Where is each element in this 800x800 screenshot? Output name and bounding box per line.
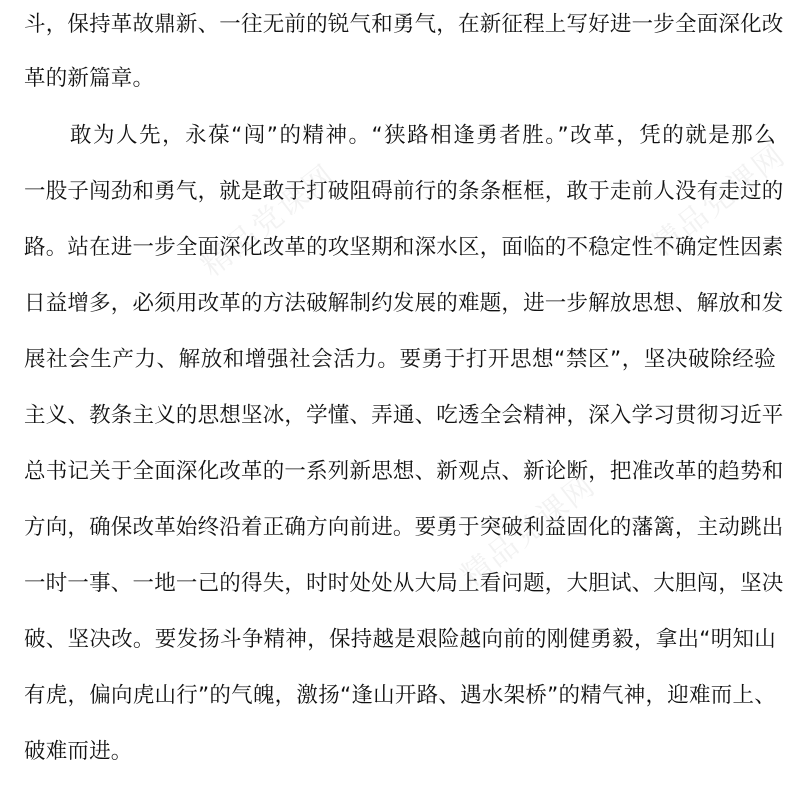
text-line-11: 一时一事、一地一己的得失，时时处处从大局上看问题，大胆试、大胆闯，坚决 bbox=[24, 571, 784, 596]
watermark-text: 精品党课网 bbox=[644, 137, 793, 264]
text-line-8: 主义、教条主义的思想坚冰，学懂、弄通、吃透全会精神，深入学习贯彻习近平 bbox=[24, 403, 784, 428]
text-line-13: 有虎，偏向虎山行”的气魄，激扬“逢山开路、遇水架桥”的精气神，迎难而上、 bbox=[24, 683, 776, 708]
text-line-7: 展社会生产力、解放和增强社会活力。要勇于打开思想“禁区”，坚决破除经验 bbox=[24, 347, 776, 372]
text-line-3: 敢为人先，永葆“闯”的精神。“狭路相逢勇者胜。”改革，凭的就是那么 bbox=[24, 123, 776, 148]
text-line-1: 斗，保持革故鼎新、一往无前的锐气和勇气，在新征程上写好进一步全面深化改 bbox=[24, 12, 784, 37]
watermark-text: 精品党课网 bbox=[194, 157, 343, 284]
text-line-14: 破难而进。 bbox=[24, 739, 133, 764]
text-line-9: 总书记关于全面深化改革的一系列新思想、新观点、新论断，把准改革的趋势和 bbox=[24, 459, 784, 484]
text-line-2: 革的新篇章。 bbox=[24, 66, 155, 91]
watermark-text: 精品党课网 bbox=[454, 467, 603, 594]
text-line-4: 一股子闯劲和勇气，就是敢于打破阻碍前行的条条框框，敢于走前人没有走过的 bbox=[24, 179, 784, 204]
text-line-12: 破、坚决改。要发扬斗争精神，保持越是艰险越向前的刚健勇毅，拿出“明知山 bbox=[24, 627, 776, 652]
text-line-6: 日益增多，必须用改革的方法破解制约发展的难题，进一步解放思想、解放和发 bbox=[24, 291, 784, 316]
text-line-10: 方向，确保改革始终沿着正确方向前进。要勇于突破利益固化的藩篱，主动跳出 bbox=[24, 515, 784, 540]
text-line-5: 路。站在进一步全面深化改革的攻坚期和深水区，面临的不稳定性不确定性因素 bbox=[24, 235, 784, 260]
